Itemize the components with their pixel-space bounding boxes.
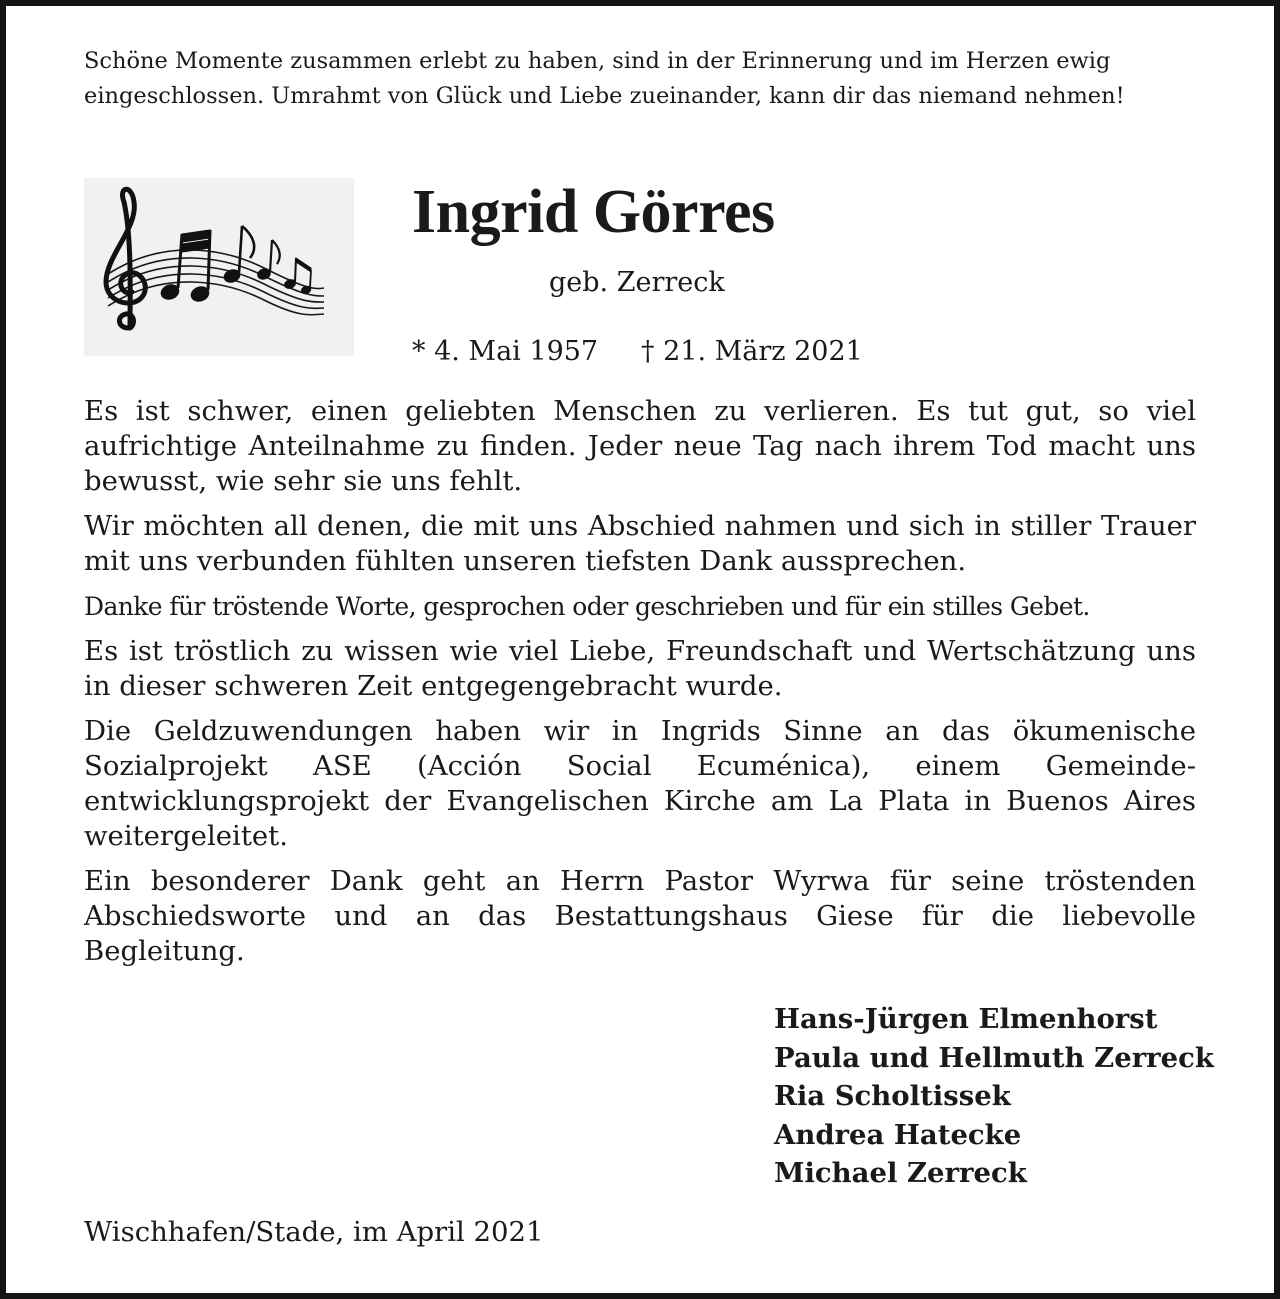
thank-you-text (84, 394, 1196, 979)
motto-quote: Schöne Momente zusammen erlebt zu haben, sind in der Erinnerung und im Herzen ewig eingeschlossen. Umrahmt von Glück und Liebe zueinander, kann dir das niemand nehmen! (84, 48, 1125, 109)
paragraph: Danke für tröstende Worte, gesprochen oder geschrieben und für ein stilles Gebet. (84, 592, 1090, 621)
signer-name: Michael Zerreck (774, 1157, 1027, 1189)
death-date: † 21. März 2021 (641, 336, 863, 367)
signers-list (774, 1000, 1214, 1193)
paragraph: Die Geldzuwendungen haben wir in Ingrids Sinne an das ökumenische Sozialprojekt ASE (Acción Social Ecuménica), einem Gemeinde-entwicklungsprojekt der Evangelischen Kirche am La Plata in Buenos Aires weitergeleitet. (84, 715, 1196, 852)
signer-name: Paula und Hellmuth Zerreck (774, 1041, 1214, 1074)
paragraph: Es ist schwer, einen geliebten Menschen zu verlieren. Es tut gut, so viel aufrichtige Anteilnahme zu finden. Jeder neue Tag nach ihrem Tod macht uns bewusst, wie sehr sie uns fehlt. (84, 395, 1196, 497)
paragraph: Wir möchten all denen, die mit uns Abschied nahmen und sich in stiller Trauer mit uns verbunden fühlten unseren tiefsten Dank aussprechen. (84, 510, 1196, 577)
music-notes-image (84, 178, 354, 356)
birth-date: * 4. Mai 1957 (412, 336, 599, 367)
life-dates (412, 334, 863, 370)
place-and-date: Wischhafen/Stade, im April 2021 (84, 1216, 544, 1248)
signer-name: Ria Scholtissek (774, 1080, 1011, 1112)
music-notes-icon (84, 178, 354, 356)
signer-name: Hans-Jürgen Elmenhorst (774, 1003, 1158, 1035)
birth-name: geb. Zerreck (549, 267, 725, 298)
deceased-name: Ingrid Görres (412, 178, 775, 246)
signer-name: Andrea Hatecke (774, 1118, 1022, 1151)
paragraph: Es ist tröstlich zu wissen wie viel Liebe, Freundschaft und Wertschätzung uns in dieser schweren Zeit entgegengebracht wurde. (84, 635, 1196, 702)
paragraph: Ein besonderer Dank geht an Herrn Pastor Wyrwa für seine tröstenden Abschiedsworte und an das Bestattungshaus Giese für die liebevolle Begleitung. (84, 865, 1196, 967)
